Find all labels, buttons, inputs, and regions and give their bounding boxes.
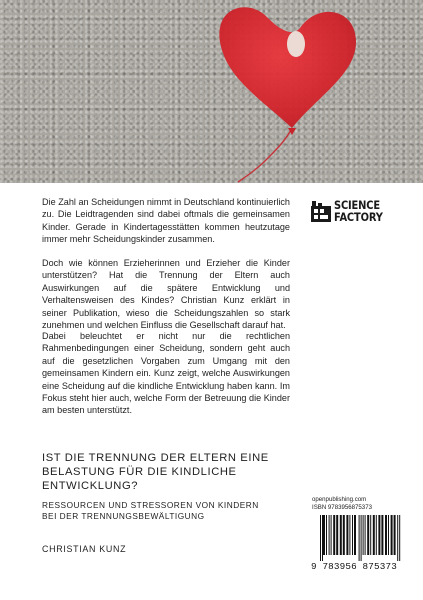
blurb-paragraph-1: Die Zahl an Scheidungen nimmt in Deutschland kontinuierlich zu. Die Leidtragenden sind dabei oftmals die gemeinsamen Kinder. Gerade in Kindertagesstätten kommen heutzutage immer mehr Scheidungskinder zusammen. — [42, 197, 290, 245]
barcode-bar — [373, 515, 375, 555]
barcode-bar — [388, 515, 389, 555]
barcode-guard-bar — [322, 515, 323, 561]
barcode-guard-bar — [361, 515, 362, 561]
publisher-info — [312, 496, 402, 511]
barcode-guard-bar — [320, 515, 321, 561]
cover-photo — [0, 0, 423, 183]
barcode-bar — [340, 515, 342, 555]
title-line-3: ENTWICKLUNG? — [42, 480, 139, 493]
title-line-2: BELASTUNG FÜR DIE KINDLICHE — [42, 466, 237, 479]
logo-line-2: FACTORY — [334, 210, 383, 224]
barcode-bar — [349, 515, 350, 555]
barcode-bar — [381, 515, 383, 555]
book-title — [42, 451, 302, 494]
barcode-bar — [365, 515, 366, 555]
barcode-bar — [378, 515, 380, 555]
science-factory-logo-icon — [311, 200, 331, 222]
barcode-bar — [326, 515, 327, 555]
barcode-bar — [323, 515, 325, 555]
title-line-1: IST DIE TRENNUNG DER ELTERN EINE — [42, 452, 269, 464]
science-factory-logo — [311, 195, 401, 227]
barcode-bar — [331, 515, 332, 555]
subtitle-line-1: RESSOURCEN UND STRESSOREN VON KINDERN — [42, 500, 259, 510]
book-subtitle — [42, 500, 282, 522]
barcode-icon — [311, 515, 403, 561]
publisher-website: openpublishing.com — [312, 496, 367, 503]
barcode-bar — [329, 515, 330, 555]
heart-balloon-icon — [0, 0, 423, 183]
logo-line-1: SCIENCE — [334, 198, 380, 212]
barcode-guard-bar — [359, 515, 360, 561]
isbn-text: ISBN 9783956875373 — [312, 503, 372, 511]
barcode-bar — [370, 515, 371, 555]
barcode-digits: 9 783956 875373 — [311, 561, 397, 572]
barcode-bar — [346, 515, 348, 555]
barcode-bar — [363, 515, 364, 555]
barcode — [311, 515, 403, 570]
blurb-paragraph-3: Dabei beleuchtet er nicht nur die rechtlichen Rahmenbedingungen einer Scheidung, sondern geht auch auf die gesetzlichen Vorgaben zum Umgang mit den gemeinsamen Kindern ein. Kunz zeigt, welche Auswirkungen eine Scheidung auf die kindliche Entwicklung haben kann. Im Fokus steht hier auch, welche Form der Betreuung die Kinder am besten unterstützt. — [42, 331, 290, 416]
barcode-guard-bar — [397, 515, 398, 561]
barcode-bar — [391, 515, 393, 555]
subtitle-line-2: BEI DER TRENNUNGSBEWÄLTIGUNG — [42, 511, 205, 521]
barcode-bar — [336, 515, 338, 555]
blurb-paragraph-2: Doch wie können Erzieherinnen und Erzieher die Kinder unterstützen? Hat die Trennung der Eltern auch Auswirkungen auf die spätere Entwicklung und Verhaltensweisen des Kindes? Christian Kunz erklärt in seiner Publikation, wieso die Scheidungszahlen so stark zunehmen und welchen Einfluss die Gesellschaft darauf hat. — [42, 258, 290, 331]
barcode-bar — [352, 515, 353, 555]
barcode-bar — [394, 515, 396, 555]
barcode-bar — [354, 515, 356, 555]
author-name: CHRISTIAN KUNZ — [42, 544, 127, 554]
barcode-bar — [333, 515, 335, 555]
barcode-bar — [343, 515, 345, 555]
barcode-bar — [367, 515, 369, 555]
barcode-guard-bar — [399, 515, 400, 561]
barcode-bar — [385, 515, 387, 555]
barcode-bar — [376, 515, 377, 555]
